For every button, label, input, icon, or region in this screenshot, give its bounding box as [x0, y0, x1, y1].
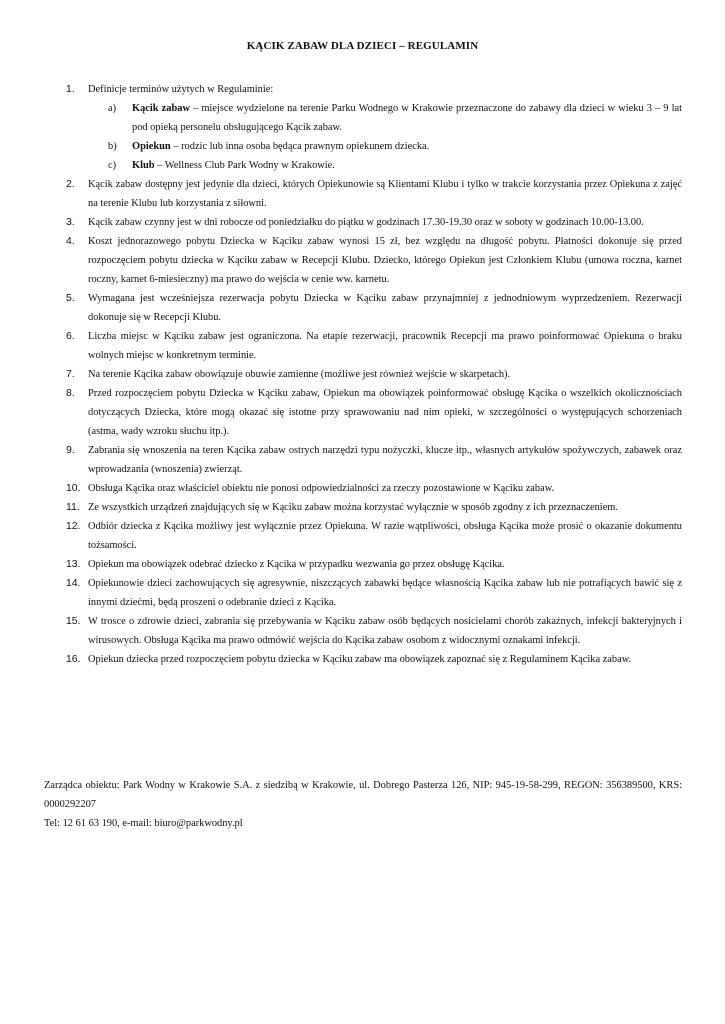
- item-number: 15.: [66, 616, 81, 627]
- definition-text: – miejsce wydzielone na terenie Parku Wodnego w Krakowie przeznaczone do zabawy dla dzieci w wieku 3 – 9 lat pod opieką personelu obsługującego Kącik zabaw.: [132, 103, 682, 133]
- item-text: Koszt jednorazowego pobytu Dziecka w Kąciku zabaw wynosi 15 zł, bez względu na długość pobytu. Płatności dokonuje się przed rozpoczęciem pobytu dziecka w Kąciku zabaw w Recepcji Klubu. Dziecko, którego Opiekun jest Członkiem Klubu (umowa roczna, karnet roczny, karnet 6-miesieczny) ma prawo do wejścia w cenie ww. karnetu.: [88, 236, 682, 285]
- definition-text: – rodzic lub inna osoba będąca prawnym opiekunem dziecka.: [170, 141, 430, 152]
- list-item: [44, 213, 682, 232]
- list-item: [44, 574, 682, 612]
- list-item: [44, 441, 682, 479]
- item-text: Opiekun ma obowiązek odebrać dziecko z Kącika w przypadku wezwania go przez obsługę Kącika.: [88, 559, 505, 570]
- definition-letter: b): [108, 141, 117, 152]
- item-text: Kącik zabaw dostępny jest jedynie dla dzieci, których Opiekunowie są Klientami Klubu i tylko w trakcie korzystania przez Opiekuna z zajęć na terenie Klubu lub korzystania z siłowni.: [88, 179, 682, 209]
- item-number: 13.: [66, 559, 81, 570]
- list-item: [44, 80, 682, 99]
- list-item: [44, 650, 682, 669]
- document-footer: [44, 776, 682, 833]
- list-item: [44, 175, 682, 213]
- list-item: [44, 612, 682, 650]
- item-text: Opiekun dziecka przed rozpoczęciem pobytu dziecka w Kąciku zabaw ma obowiązek zapoznać się z Regulaminem Kącika zabaw.: [88, 654, 632, 665]
- item-text: Opiekunowie dzieci zachowujących się agresywnie, niszczących zabawki będące własnością Kącika zabaw lub nie potrafiących bawić się z innymi dziećmi, będą proszeni o odebranie dzieci z Kącika.: [88, 578, 682, 608]
- item-number: 8.: [66, 388, 75, 399]
- item-text: W trosce o zdrowie dzieci, zabrania się przebywania w Kąciku zabaw osób będących nosicielami chorób zakaźnych, infekcji bakteryjnych i wirusowych. Obsługa Kącika ma prawo odmówić wejścia do Kącika zabaw osobom z widocznymi oznakami infekcji.: [88, 616, 682, 646]
- list-item: [44, 289, 682, 327]
- item-number: 11.: [66, 502, 80, 513]
- item-text: Kącik zabaw czynny jest w dni robocze od poniedziałku do piątku w godzinach 17.30-19.30 oraz w soboty w godzinach 10.00-13.00.: [88, 217, 644, 228]
- definition-text: – Wellness Club Park Wodny w Krakowie.: [154, 160, 335, 171]
- item-text: Przed rozpoczęciem pobytu Dziecka w Kąciku zabaw, Opiekun ma obowiązek poinformować obsługę Kącika o wszelkich okolicznościach dotyczących Dziecka, które mogą okazać się istotne przy sprawowaniu nad nim opieki, w szczególności o występujących schorzeniach (astma, wady wzroku słuchu itp.).: [88, 388, 682, 437]
- item-number: 14.: [66, 578, 81, 589]
- item-number: 1.: [66, 84, 75, 95]
- item-number: 7.: [66, 369, 75, 380]
- list-item: [44, 232, 682, 289]
- item-number: 2.: [66, 179, 75, 190]
- regulation-list: [44, 80, 682, 669]
- definition-item: [44, 156, 682, 175]
- list-item: [44, 365, 682, 384]
- item-number: 10.: [66, 483, 81, 494]
- definition-letter: c): [108, 160, 117, 171]
- list-item: [44, 498, 682, 517]
- item-text: Wymagana jest wcześniejsza rezerwacja pobytu Dziecka w Kąciku zabaw przynajmniej z jednodniowym wyprzedzeniem. Rezerwacji dokonuje się w Recepcji Klubu.: [88, 293, 682, 323]
- item-number: 3.: [66, 217, 75, 228]
- item-number: 12.: [66, 521, 81, 532]
- list-item: [44, 517, 682, 555]
- item-text: Na terenie Kącika zabaw obowiązuje obuwie zamienne (możliwe jest również wejście w skarpetach).: [88, 369, 511, 380]
- item-text: Liczba miejsc w Kąciku zabaw jest ograniczona. Na etapie rezerwacji, pracownik Recepcji ma prawo poinformować Opiekuna o braku wolnych miejsc w konkretnym terminie.: [88, 331, 682, 361]
- item-text: Odbiór dziecka z Kącika możliwy jest wyłącznie przez Opiekuna. W razie wątpliwości, obsługa Kącika może prosić o okazanie dokumentu tożsamości.: [88, 521, 682, 551]
- definition-letter: a): [108, 103, 117, 114]
- list-item: [44, 479, 682, 498]
- item-text: Zabrania się wnoszenia na teren Kącika zabaw ostrych narzędzi typu nożyczki, klucze itp., własnych artykułów spożywczych, zabawek oraz wprowadzania (wnoszenia) zwierząt.: [88, 445, 682, 475]
- footer-company-info: Zarządca obiektu: Park Wodny w Krakowie S.A. z siedzibą w Krakowie, ul. Dobrego Pasterza 126, NIP: 945-19-58-299, REGON: 356389500, KRS: 0000292207: [44, 780, 682, 810]
- footer-contact: Tel: 12 61 63 190, e-mail: biuro@parkwodny.pl: [44, 818, 243, 829]
- item-number: 5.: [66, 293, 75, 304]
- list-item: [44, 384, 682, 441]
- item-number: 4.: [66, 236, 75, 247]
- item-text: Obsługa Kącika oraz właściciel obiektu nie ponosi odpowiedzialności za rzeczy pozostawione w Kąciku zabaw.: [88, 483, 555, 494]
- item-number: 9.: [66, 445, 75, 456]
- item-number: 16.: [66, 654, 81, 665]
- item-number: 6.: [66, 331, 75, 342]
- definition-item: [44, 99, 682, 137]
- list-item: [44, 327, 682, 365]
- definition-term: Opiekun: [132, 141, 171, 152]
- definition-term: Kącik zabaw: [132, 103, 190, 114]
- definition-item: [44, 137, 682, 156]
- document-title: KĄCIK ZABAW DLA DZIECI – REGULAMIN: [246, 40, 479, 52]
- item-text: Ze wszystkich urządzeń znajdujących się w Kąciku zabaw można korzystać wyłącznie w sposób zgodny z ich przeznaczeniem.: [88, 502, 618, 513]
- list-item: [44, 555, 682, 574]
- definition-term: Klub: [132, 160, 155, 171]
- item-text: Definicje terminów użytych w Regulaminie:: [88, 84, 274, 95]
